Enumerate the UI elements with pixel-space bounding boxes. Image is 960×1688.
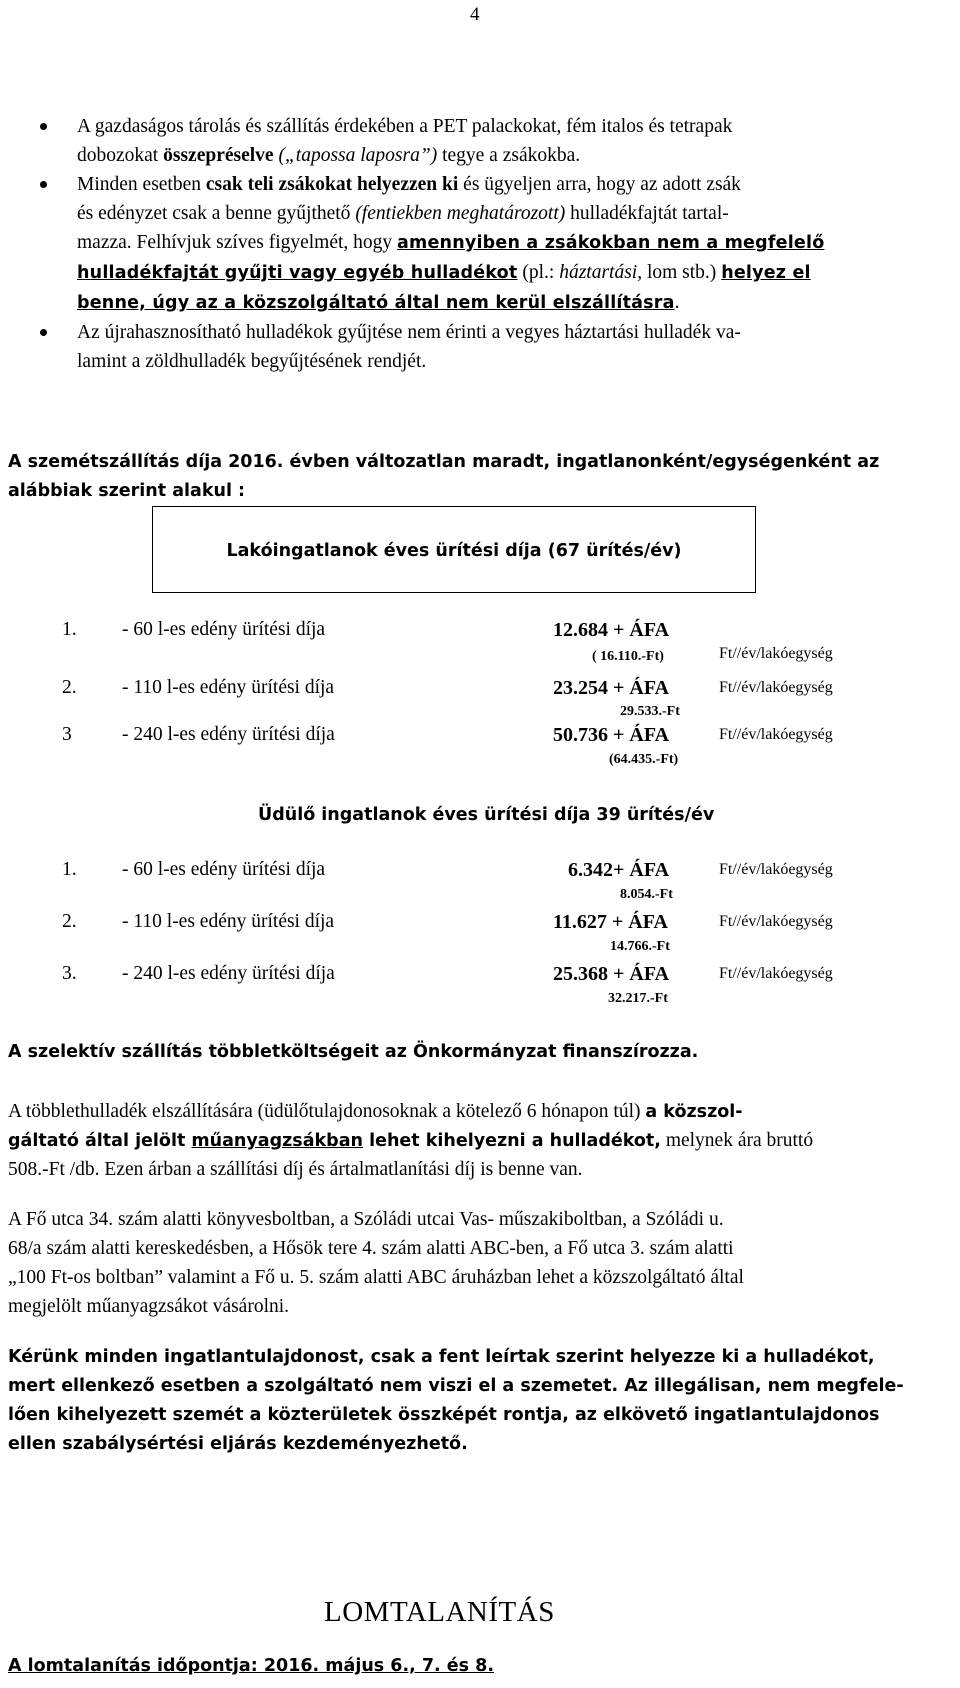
extra-waste-line3: 508.-Ft /db. Ezen árban a szállítási díj és ártalmatlanítási díj is benne van. bbox=[8, 1159, 583, 1180]
bullet-bold-text: összepréselve bbox=[163, 145, 274, 166]
shops-line: 68/a szám alatti kereskedésben, a Hősök tere 4. szám alatti ABC-ben, a Fő utca 3. szám alatti bbox=[8, 1238, 734, 1259]
extra-waste-bold: lehet kihelyezni a hulladékot, bbox=[362, 1131, 661, 1151]
holiday-title: Üdülő ingatlanok éves ürítési díja 39 ürítés/év bbox=[258, 805, 715, 825]
lomtalanitas-title: LOMTALANÍTÁS bbox=[324, 1596, 555, 1628]
fee-row-number: 1. bbox=[62, 619, 77, 640]
fee-row-price: 11.627 + ÁFA bbox=[553, 911, 668, 933]
bullet-text: lom stb.) bbox=[642, 262, 722, 283]
info-bullet-list bbox=[30, 112, 905, 376]
extra-waste-bold: gáltató által jelölt bbox=[8, 1131, 192, 1151]
request-line: Kérünk minden ingatlantulajdonost, csak a fent leírtak szerint helyezze ki a hulladékot, bbox=[8, 1347, 875, 1367]
fee-row-unit: Ft//év/lakóegység bbox=[719, 861, 833, 878]
fee-row-gross: 14.766.-Ft bbox=[610, 939, 670, 954]
bullet-bold-text: csak teli zsákokat helyezzen ki bbox=[205, 174, 459, 195]
fee-row-price: 50.736 + ÁFA bbox=[553, 724, 670, 746]
bullet-item-full-bags bbox=[30, 170, 905, 318]
bullet-text: dobozokat bbox=[77, 145, 164, 166]
fee-row-number: 1. bbox=[62, 859, 77, 880]
bullet-text: tegye a zsákokba. bbox=[437, 145, 581, 166]
shops-line: megjelölt műanyagzsákot vásárolni. bbox=[8, 1296, 290, 1317]
page-number: 4 bbox=[470, 4, 480, 25]
bullet-italic-text: („tapossa laposra”) bbox=[273, 145, 438, 166]
fee-row-unit: Ft//év/lakóegység bbox=[719, 645, 833, 662]
bullet-text: Az újrahasznosítható hulladékok gyűjtése nem érinti a vegyes háztartási hulladék va- bbox=[77, 322, 741, 343]
bullet-warning-text: amennyiben a zsákokban nem a megfelelő bbox=[397, 233, 825, 253]
bullet-text: mazza. Felhívjuk szíves figyelmét, hogy bbox=[77, 232, 398, 253]
fee-row-unit: Ft//év/lakóegység bbox=[719, 965, 833, 982]
fee-row-unit: Ft//év/lakóegység bbox=[719, 679, 833, 696]
shops-line: A Fő utca 34. szám alatti könyvesboltban, a Szóládi utcai Vas- műszakiboltban, a Szóládi u. bbox=[8, 1209, 724, 1230]
fee-row-number: 2. bbox=[62, 677, 77, 698]
fee-row-description: - 240 l-es edény ürítési díja bbox=[122, 963, 335, 984]
fee-row-price: 25.368 + ÁFA bbox=[553, 963, 670, 985]
extra-waste-text: A többlethulladék elszállítására (üdülőtulajdonosoknak a kötelező 6 hónapon túl) bbox=[8, 1101, 646, 1122]
fee-row-description: - 60 l-es edény ürítési díja bbox=[122, 619, 326, 640]
bullet-warning-text: benne, úgy az a közszolgáltató által nem kerül elszállításra bbox=[77, 293, 675, 313]
fee-row-number: 3 bbox=[62, 724, 72, 745]
fee-row-gross: (64.435.-Ft) bbox=[609, 752, 679, 767]
bullet-dot-icon bbox=[40, 181, 47, 188]
fee-row-price: 23.254 + ÁFA bbox=[553, 677, 670, 699]
fee-row-price: 6.342+ ÁFA bbox=[568, 859, 670, 881]
bullet-text: . bbox=[674, 292, 680, 313]
request-line: lően kihelyezett szemét a közterületek összképét rontja, az elkövető ingatlantulajdonos bbox=[8, 1405, 880, 1425]
fee-row-description: - 110 l-es edény ürítési díja bbox=[122, 911, 335, 932]
bullet-text: (pl.: bbox=[517, 262, 560, 283]
fee-heading-line2: alábbiak szerint alakul : bbox=[8, 481, 246, 501]
bullet-warning-text: helyez el bbox=[721, 263, 811, 283]
request-line: mert ellenkező esetben a szolgáltató nem viszi el a szemetet. Az illegálisan, nem megfele- bbox=[8, 1376, 904, 1396]
extra-waste-bold: a közszol- bbox=[645, 1102, 743, 1122]
bullet-text: és ügyeljen arra, hogy az adott zsák bbox=[458, 174, 741, 195]
fee-heading-line1: A szemétszállítás díja 2016. évben változatlan maradt, ingatlanonként/egységenként az bbox=[8, 452, 880, 472]
bullet-text: lamint a zöldhulladék begyűjtésének rendjét. bbox=[77, 351, 427, 372]
residential-title: Lakóingatlanok éves ürítési díja (67 ürítés/év) bbox=[226, 541, 682, 561]
extra-waste-line2 bbox=[8, 1126, 813, 1156]
bullet-text: és edényzet csak a benne gyűjthető bbox=[77, 203, 356, 224]
selective-note: A szelektív szállítás többletköltségeit az Önkormányzat finanszírozza. bbox=[8, 1042, 699, 1062]
fee-row-number: 3. bbox=[62, 963, 77, 984]
request-line: ellen szabálysértési eljárás kezdeményezhető. bbox=[8, 1434, 468, 1454]
fee-row-gross: 8.054.-Ft bbox=[620, 887, 673, 902]
fee-row-description: - 240 l-es edény ürítési díja bbox=[122, 724, 335, 745]
bullet-italic-text: háztartási, bbox=[559, 262, 643, 283]
fee-row-gross: ( 16.110.-Ft) bbox=[592, 649, 664, 664]
bullet-item-recycling bbox=[30, 318, 905, 376]
fee-row-number: 2. bbox=[62, 911, 77, 932]
lomtalanitas-date: A lomtalanítás időpontja: 2016. május 6., 7. és 8. bbox=[8, 1656, 494, 1676]
bullet-text: hulladékfajtát tartal- bbox=[565, 203, 729, 224]
bullet-dot-icon bbox=[40, 123, 47, 130]
bullet-text: Minden esetben bbox=[77, 174, 206, 195]
fee-row-description: - 60 l-es edény ürítési díja bbox=[122, 859, 326, 880]
shops-line: „100 Ft-os boltban” valamint a Fő u. 5. szám alatti ABC áruházban lehet a közszolgáltató által bbox=[8, 1267, 744, 1288]
fee-row-description: - 110 l-es edény ürítési díja bbox=[122, 677, 335, 698]
bullet-italic-text: (fentiekben meghatározott) bbox=[355, 203, 566, 224]
bullet-text: A gazdaságos tárolás és szállítás érdekében a PET palackokat, fém italos és tetrapak bbox=[77, 116, 733, 137]
fee-row-gross: 29.533.-Ft bbox=[620, 704, 680, 719]
bullet-warning-text: hulladékfajtát gyűjti vagy egyéb hulladékot bbox=[77, 263, 518, 283]
fee-row-price: 12.684 + ÁFA bbox=[553, 619, 670, 641]
fee-row-unit: Ft//év/lakóegység bbox=[719, 726, 833, 743]
fee-row-gross: 32.217.-Ft bbox=[608, 991, 668, 1006]
bullet-item-compress bbox=[30, 112, 905, 170]
residential-title-box bbox=[152, 506, 756, 593]
bullet-dot-icon bbox=[40, 329, 47, 336]
extra-waste-bag-label: műanyagzsákban bbox=[191, 1131, 363, 1151]
extra-waste-line1 bbox=[8, 1097, 743, 1127]
extra-waste-text: melynek ára bruttó bbox=[660, 1130, 814, 1151]
fee-row-unit: Ft//év/lakóegység bbox=[719, 913, 833, 930]
